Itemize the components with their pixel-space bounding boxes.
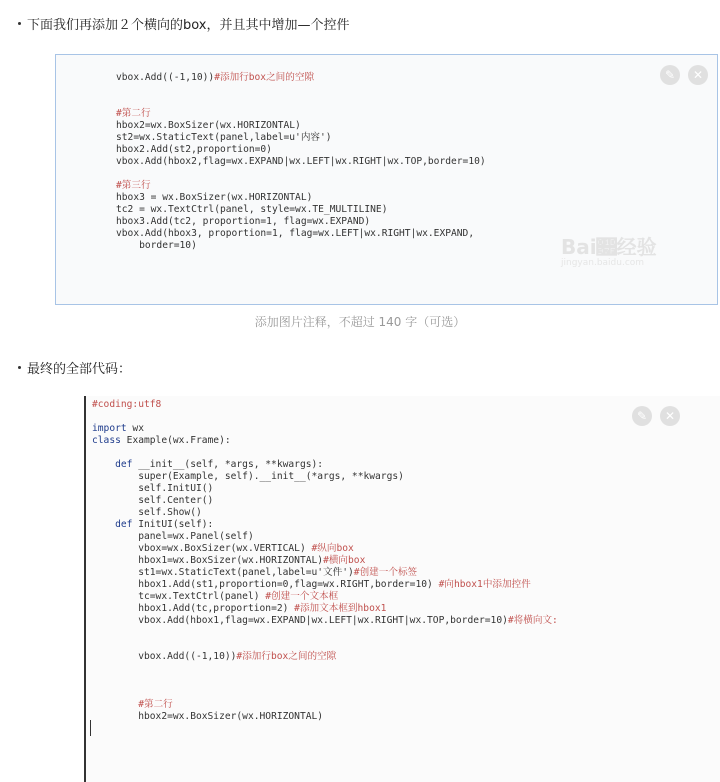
edit-icon[interactable]: ✎ bbox=[660, 65, 680, 85]
step-1-paragraph bbox=[18, 14, 350, 33]
step-2-text: 最终的全部代码： bbox=[27, 362, 132, 377]
step-2-paragraph bbox=[18, 358, 131, 377]
full-code: #coding:utf8 import wx class Example(wx.Frame): def __init__(self, *args, **kwargs): super(Example, self).__init__(*args, **kwargs) self.InitUI() self.Center() self.Show() def InitUI(self): panel=wx.Panel(self) vbox=wx.BoxSizer(wx.VERTICAL) #纵向box hbox1=wx.BoxSizer(wx.HORIZONTAL)#横向box st1=wx.StaticText(panel,label=u'文件')#创建一个标签 hbox1.Add(st1,proportion=0,flag=wx.RIGHT,border=10) #向hbox1中添加控件 tc=wx.TextCtrl(panel) #创建一个文本框 hbox1.Add(tc,proportion=2) #添加文本框到hbox1 vbox.Add(hbox1,flag=wx.EXPAND|wx.LEFT|wx.RIGHT|wx.TOP,border=10)#将横向文: vbox.Add((-1,10))#添加行box之间的空隙 #第二行 hbox2=wx.BoxSizer(wx.HORIZONTAL) bbox=[92, 399, 558, 722]
text-cursor bbox=[90, 720, 91, 736]
bullet-icon bbox=[18, 22, 21, 25]
close-icon[interactable]: ✕ bbox=[660, 406, 680, 426]
image-caption-input[interactable] bbox=[0, 313, 720, 330]
bullet-icon bbox=[18, 366, 21, 369]
step-1-text: 下面我们再添加２个横向的box，并且其中增加—个控件 bbox=[27, 18, 350, 33]
code-image-2[interactable] bbox=[84, 396, 720, 782]
caption-placeholder: 添加图片注释，不超过 140 字（可选） bbox=[254, 315, 466, 329]
close-icon[interactable]: ✕ bbox=[688, 65, 708, 85]
snippet-code: vbox.Add((-1,10))#添加行box之间的空隙 #第二行 hbox2=wx.BoxSizer(wx.HORIZONTAL) st2=wx.StaticText(panel,label=u'内容') hbox2.Add(st2,proportion=0) vbox.Add(hbox2,flag=wx.EXPAND|wx.LEFT|wx.RIGHT|wx.TOP,border=10) #第三行 hbox3 = wx.BoxSizer(wx.HORIZONTAL) tc2 = wx.TextCtrl(panel, style=wx.TE_MULTILINE) hbox3.Add(tc2, proportion=1, flag=wx.EXPAND) vbox.Add(hbox3, proportion=1, flag=wx.LEFT|wx.RIGHT|wx.EXPAND, border=10) bbox=[116, 72, 486, 251]
baidu-watermark: Bai𝍿经验 jingyan.baidu.com bbox=[561, 235, 657, 268]
code-image-1[interactable] bbox=[55, 54, 718, 305]
edit-icon[interactable]: ✎ bbox=[632, 406, 652, 426]
